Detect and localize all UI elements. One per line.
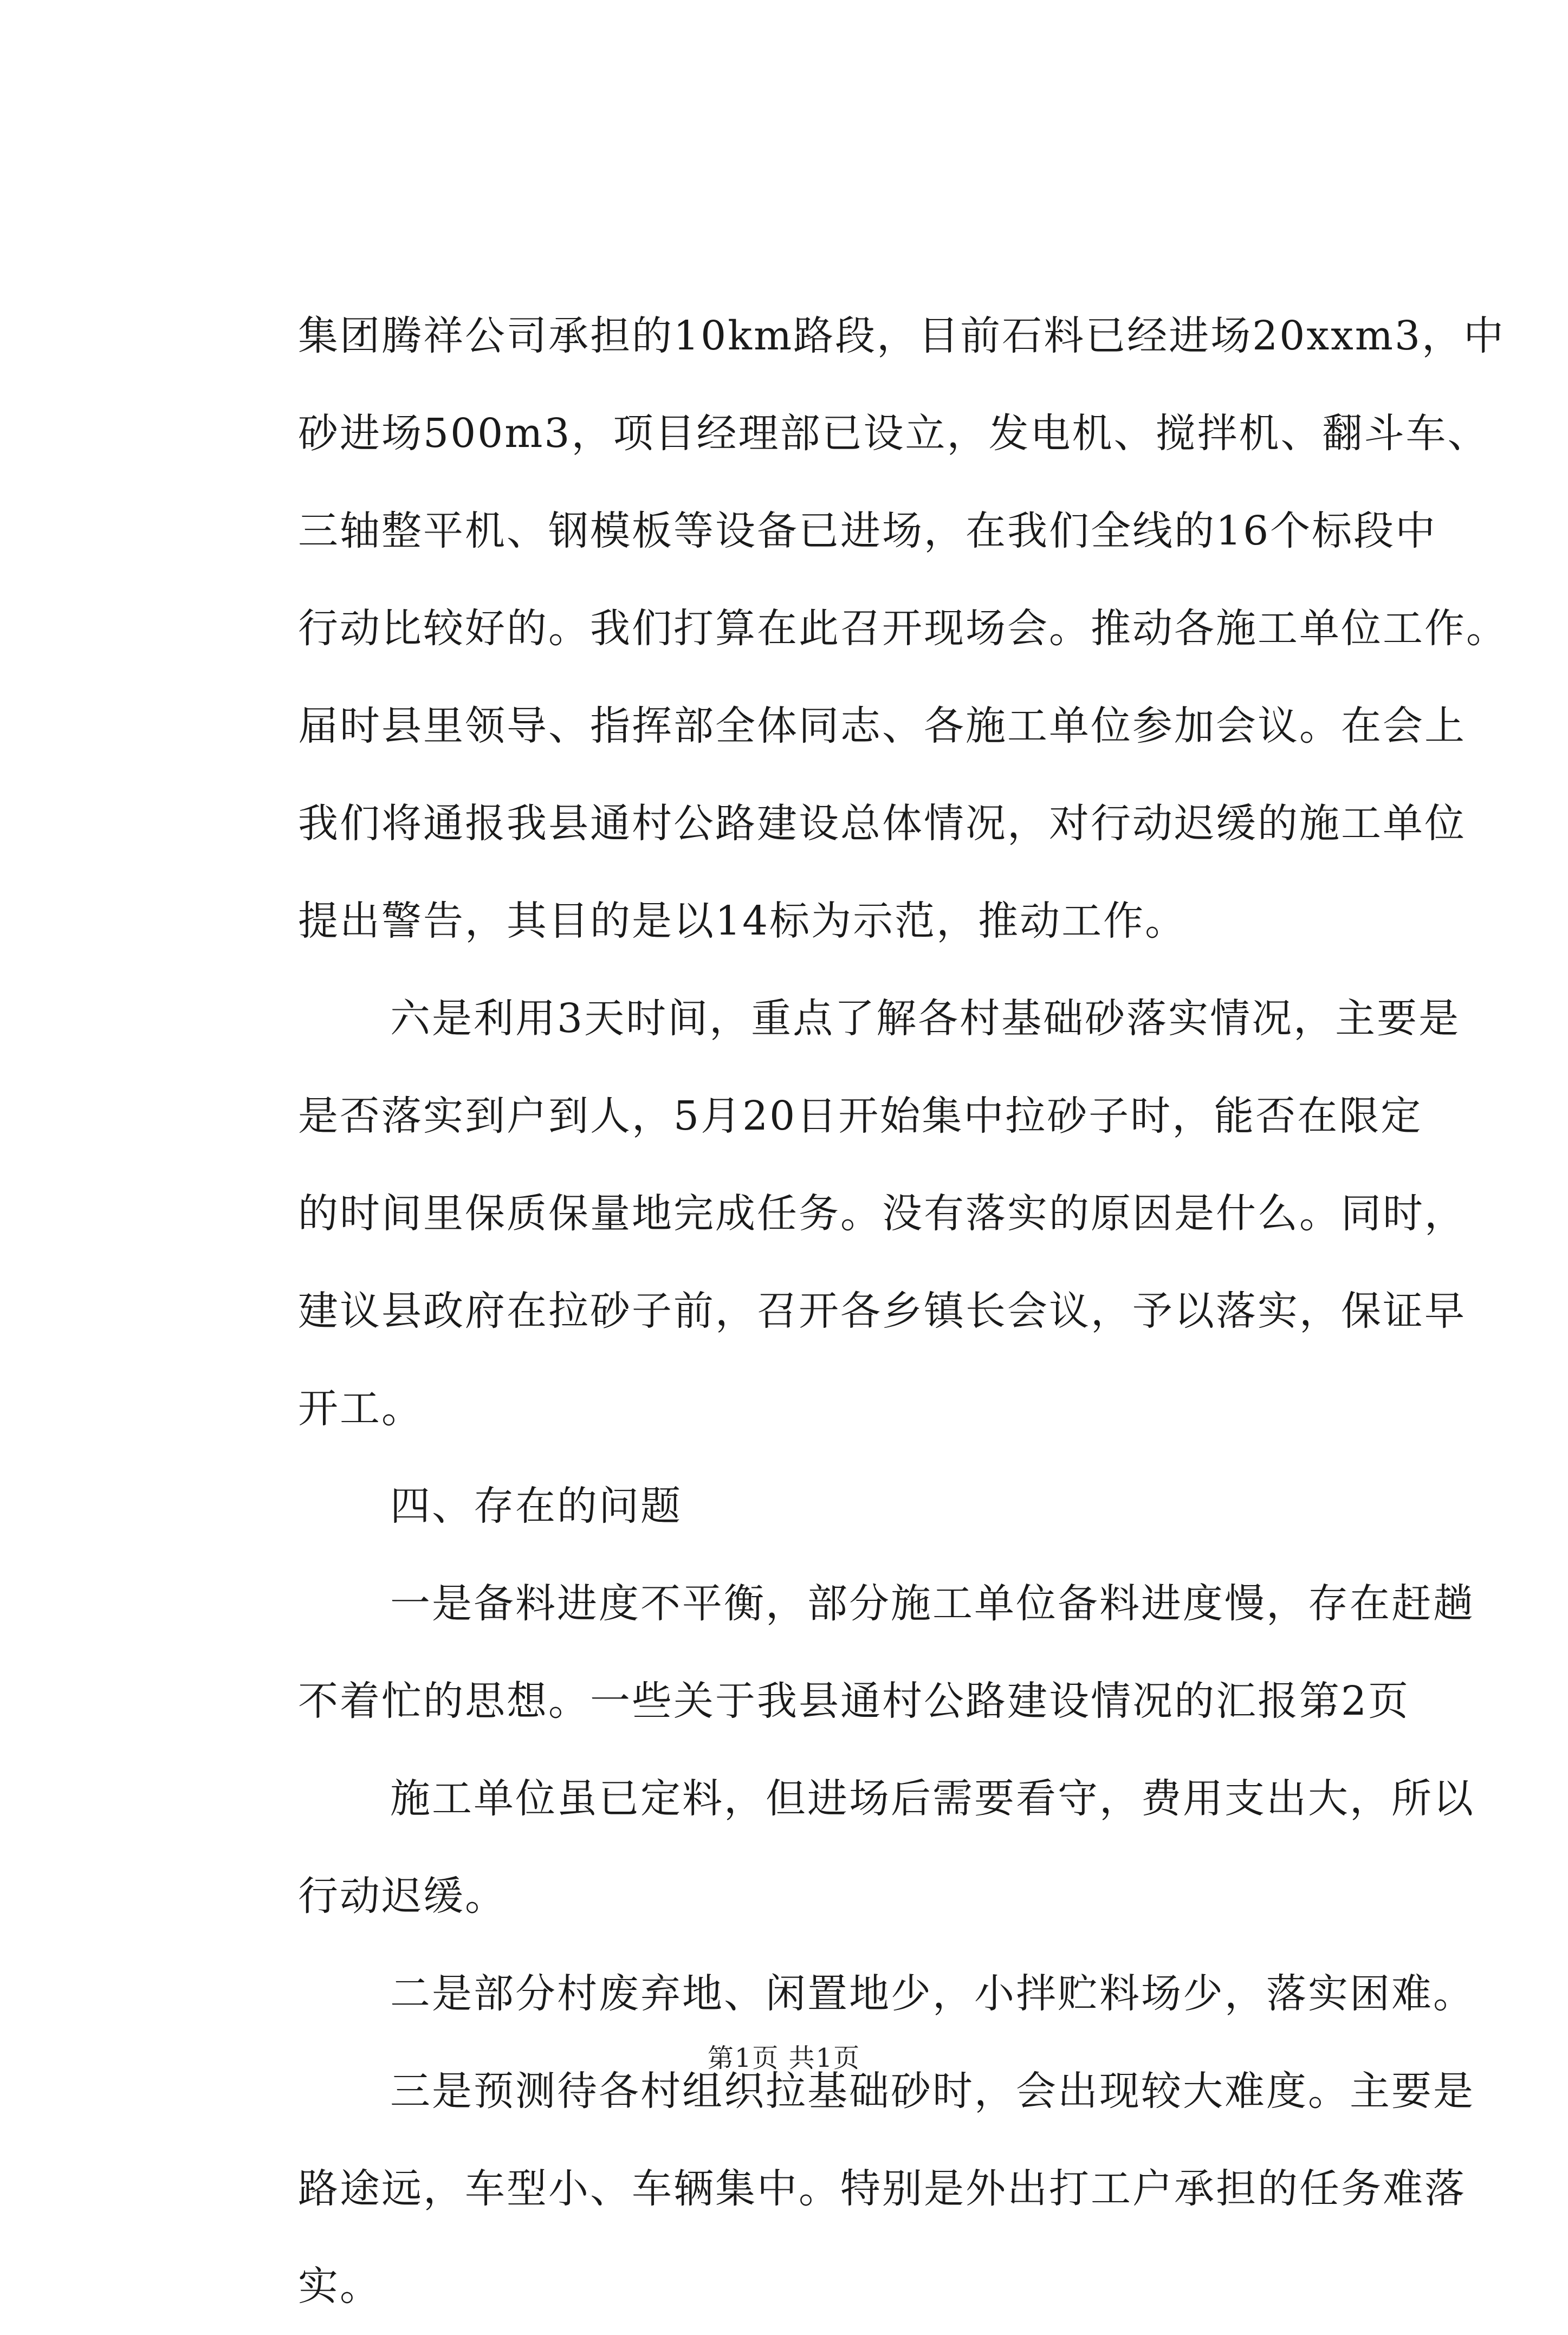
text-line: 集团腾祥公司承担的10km路段，目前石料已经进场20xxm3，中 (298, 313, 1506, 359)
text-line: 不着忙的思想。一些关于我县通村公路建设情况的汇报第2页 (298, 1678, 1410, 1724)
text-line: 六是利用3天时间，重点了解各村基础砂落实情况，主要是 (390, 995, 1461, 1042)
text-line: 二是部分村废弃地、闲置地少，小拌贮料场少，落实困难。 (390, 1970, 1475, 2017)
section-heading: 四、存在的问题 (390, 1483, 682, 1529)
text-line: 是否落实到户到人，5月20日开始集中拉砂子时，能否在限定 (298, 1093, 1423, 1139)
text-line: 开工。 (298, 1385, 423, 1432)
text-line: 一是备料进度不平衡，部分施工单位备料进度慢，存在赶趟 (390, 1580, 1475, 1627)
text-line: 行动比较好的。我们打算在此召开现场会。推动各施工单位工作。 (298, 605, 1508, 652)
text-line: 三是预测待各村组织拉基础砂时，会出现较大难度。主要是 (390, 2068, 1475, 2115)
text-line: 施工单位虽已定料，但进场后需要看守，费用支出大，所以 (390, 1775, 1475, 1822)
text-line: 我们将通报我县通村公路建设总体情况，对行动迟缓的施工单位 (298, 800, 1466, 847)
text-line: 提出警告，其目的是以14标为示范，推动工作。 (298, 898, 1187, 944)
text-line: 建议县政府在拉砂子前，召开各乡镇长会议，予以落实，保证早 (298, 1288, 1466, 1334)
text-line: 行动迟缓。 (298, 1873, 507, 1919)
text-line: 实。 (298, 2263, 381, 2310)
body-text (298, 287, 1508, 2335)
text-line: 的时间里保质保量地完成任务。没有落实的原因是什么。同时， (298, 1190, 1466, 1237)
page-footer: 第1页 共1页 (707, 2043, 861, 2073)
text-line: 届时县里领导、指挥部全体同志、各施工单位参加会议。在会上 (298, 703, 1466, 749)
text-line: 三轴整平机、钢模板等设备已进场，在我们全线的16个标段中 (298, 508, 1437, 554)
text-line: 路途远，车型小、车辆集中。特别是外出打工户承担的任务难落 (298, 2165, 1466, 2212)
text-line: 砂进场500m3，项目经理部已设立，发电机、搅拌机、翻斗车、 (298, 410, 1489, 457)
